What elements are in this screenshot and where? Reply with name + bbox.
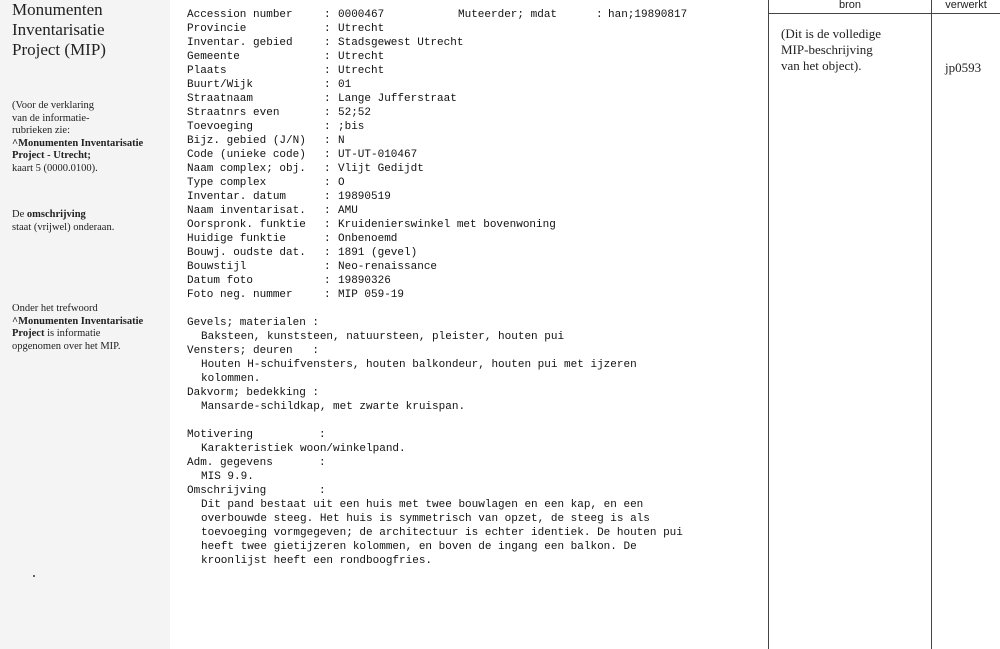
- field-value: UT-UT-010467: [338, 149, 418, 161]
- column-header-verwerkt: verwerkt: [945, 0, 987, 11]
- field-separator: :: [324, 205, 331, 217]
- field-value: Kruidenierswinkel met bovenwoning: [338, 219, 556, 231]
- field-value: Utrecht: [338, 65, 385, 77]
- field-label: Bijz. gebied (J/N): [187, 135, 306, 147]
- field-label: Oorspronk. funktie: [187, 219, 306, 231]
- field-value: 01: [338, 79, 352, 91]
- field-value: ;bis: [338, 121, 365, 133]
- field-row: [187, 232, 762, 246]
- field-value: 0000467: [338, 9, 385, 21]
- section-body: [187, 330, 762, 344]
- field-value: Neo-renaissance: [338, 261, 438, 273]
- field-separator: :: [324, 37, 331, 49]
- field-label: Type complex: [187, 177, 267, 189]
- field-label: Inventar. datum: [187, 191, 287, 203]
- record-fields: [187, 8, 762, 302]
- sidebar-title: [12, 0, 106, 60]
- field-row: [187, 64, 762, 78]
- sidebar-title-line: Project (MIP): [12, 40, 106, 59]
- section-line: heeft twee gietijzeren kolommen, en boven de ingang een balkon. De: [201, 541, 637, 553]
- section-heading: Gevels; materialen :: [187, 317, 320, 329]
- section-line: kolommen.: [201, 373, 261, 385]
- field-row: [187, 106, 762, 120]
- section-line: Baksteen, kunststeen, natuursteen, pleister, houten pui: [201, 331, 565, 343]
- field-separator: :: [324, 219, 331, 231]
- scan-speck: [33, 575, 35, 577]
- field-row: [187, 148, 762, 162]
- note-line: van de informatie-: [12, 112, 90, 124]
- field-separator: :: [324, 289, 331, 301]
- section-body: [187, 400, 762, 414]
- note-link[interactable]: ^Monumenten Inventarisatie: [12, 137, 144, 149]
- section-line: Houten H-schuifvensters, houten balkondeur, houten pui met ijzeren: [201, 359, 637, 371]
- section-line: toevoeging vormgegeven; de architectuur is echter identiek. De houten pui: [201, 527, 683, 539]
- field-row: [187, 246, 762, 260]
- bron-line: van het object).: [781, 58, 862, 73]
- field-label: Toevoeging: [187, 121, 254, 133]
- field-separator: :: [324, 107, 331, 119]
- field-row: [187, 120, 762, 134]
- sidebar-note-trefwoord: [12, 303, 143, 353]
- field-row: [187, 260, 762, 274]
- column-header-bron: bron: [838, 0, 862, 11]
- field-separator: :: [324, 233, 331, 245]
- field-separator: :: [324, 51, 331, 63]
- field-label: Buurt/Wijk: [187, 79, 254, 91]
- section-heading: Vensters; deuren :: [187, 345, 320, 357]
- field-row: [187, 162, 762, 176]
- field-extra-label: Muteerder; mdat: [458, 9, 558, 21]
- field-value: Utrecht: [338, 23, 385, 35]
- field-separator: :: [324, 247, 331, 259]
- field-row: [187, 92, 762, 106]
- record-sections: [187, 316, 762, 568]
- field-value: 52;52: [338, 107, 372, 119]
- field-separator: :: [324, 177, 331, 189]
- spacer: [187, 302, 762, 316]
- note-line: staat (vrijwel) onderaan.: [12, 221, 115, 233]
- field-label: Naam complex; obj.: [187, 163, 306, 175]
- section-body: [187, 442, 762, 456]
- field-extra-value: han;19890817: [608, 9, 688, 21]
- section-line: Mansarde-schildkap, met zwarte kruispan.: [201, 401, 466, 413]
- section-body: [187, 498, 762, 568]
- field-separator: :: [324, 121, 331, 133]
- section-heading: Dakvorm; bedekking :: [187, 387, 320, 399]
- bron-text: [781, 26, 929, 74]
- field-value: MIP 059-19: [338, 289, 405, 301]
- bron-line: MIP-beschrijving: [781, 42, 873, 57]
- field-row: [187, 176, 762, 190]
- field-label: Datum foto: [187, 275, 254, 287]
- field-separator: :: [324, 261, 331, 273]
- field-separator: :: [324, 149, 331, 161]
- field-row: [187, 134, 762, 148]
- sidebar-note-omschrijving: [12, 209, 114, 234]
- left-sidebar: [0, 0, 170, 649]
- note-link[interactable]: Project - Utrecht;: [12, 150, 91, 162]
- column-divider: [768, 0, 769, 649]
- field-label: Gemeente: [187, 51, 240, 63]
- field-value: AMU: [338, 205, 358, 217]
- field-value: Onbenoemd: [338, 233, 398, 245]
- note-link[interactable]: ^Monumenten Inventarisatie: [12, 315, 144, 327]
- field-row: [187, 204, 762, 218]
- field-value: 1891 (gevel): [338, 247, 418, 259]
- field-separator: :: [324, 163, 331, 175]
- field-label: Huidige funktie: [187, 233, 287, 245]
- field-label: Accession number: [187, 9, 293, 21]
- field-row: [187, 22, 762, 36]
- section-body: [187, 358, 762, 386]
- note-bold: omschrijving: [26, 209, 86, 220]
- note-line: Onder het trefwoord: [12, 303, 98, 314]
- field-label: Straatnrs even: [187, 107, 280, 119]
- field-separator: :: [324, 135, 331, 147]
- field-row: [187, 218, 762, 232]
- section-line: Dit pand bestaat uit een huis met twee bouwlagen en een kap, en een: [201, 499, 644, 511]
- field-value: Stadsgewest Utrecht: [338, 37, 464, 49]
- sidebar-note-legend: [12, 100, 143, 176]
- field-label: Bouwstijl: [187, 261, 247, 273]
- field-value: O: [338, 177, 345, 189]
- field-separator: :: [324, 191, 331, 203]
- field-value: 19890326: [338, 275, 391, 287]
- field-separator: :: [324, 79, 331, 91]
- field-label: Naam inventarisat.: [187, 205, 306, 217]
- field-value: N: [338, 135, 345, 147]
- field-row: [187, 190, 762, 204]
- field-separator: :: [324, 9, 331, 21]
- section-line: Karakteristiek woon/winkelpand.: [201, 443, 406, 455]
- note-line: kaart 5 (0000.0100).: [12, 162, 98, 174]
- field-separator: :: [324, 65, 331, 77]
- note-line: (Voor de verklaring: [12, 100, 95, 111]
- field-label: Inventar. gebied: [187, 37, 293, 49]
- field-separator: :: [324, 23, 331, 35]
- section-line: MIS 9.9.: [201, 471, 254, 483]
- column-divider: [931, 0, 932, 649]
- field-label: Straatnaam: [187, 93, 254, 105]
- field-row: [187, 50, 762, 64]
- field-row: [187, 274, 762, 288]
- field-row: [187, 288, 762, 302]
- section-heading: Adm. gegevens :: [187, 457, 326, 469]
- field-value: Utrecht: [338, 51, 385, 63]
- field-label: Provincie: [187, 23, 247, 35]
- spacer: [187, 414, 762, 428]
- field-value: Lange Jufferstraat: [338, 93, 457, 105]
- field-label: Plaats: [187, 65, 227, 77]
- field-row: [187, 36, 762, 50]
- note-line: opgenomen over het MIP.: [12, 340, 121, 352]
- field-separator: :: [596, 9, 603, 21]
- sidebar-title-line: Inventarisatie: [12, 20, 105, 39]
- field-label: Code (unieke code): [187, 149, 306, 161]
- section-line: kroonlijst heeft een rondboogfries.: [201, 555, 433, 567]
- section-line: overbouwde steeg. Het huis is symmetrisch van opzet, de steeg is als: [201, 513, 650, 525]
- field-row: [187, 78, 762, 92]
- field-separator: :: [324, 275, 331, 287]
- bron-line: (Dit is de volledige: [781, 26, 882, 41]
- sidebar-title-line: Monumenten: [12, 0, 103, 19]
- record-content: [187, 8, 762, 568]
- field-separator: :: [324, 93, 331, 105]
- note-text: is informatie: [44, 328, 101, 340]
- field-label: Bouwj. oudste dat.: [187, 247, 306, 259]
- section-body: [187, 470, 762, 484]
- section-heading: Omschrijving :: [187, 485, 326, 497]
- field-row: [187, 8, 762, 22]
- header-divider: [768, 13, 1000, 14]
- note-line: rubrieken zie:: [12, 125, 71, 137]
- note-link[interactable]: Project: [12, 328, 45, 340]
- section-heading: Motivering :: [187, 429, 326, 441]
- verwerkt-code: jp0593: [945, 60, 982, 75]
- note-text: De: [12, 209, 27, 220]
- field-value: Vlijt Gedijdt: [338, 163, 424, 175]
- field-label: Foto neg. nummer: [187, 289, 293, 301]
- field-value: 19890519: [338, 191, 391, 203]
